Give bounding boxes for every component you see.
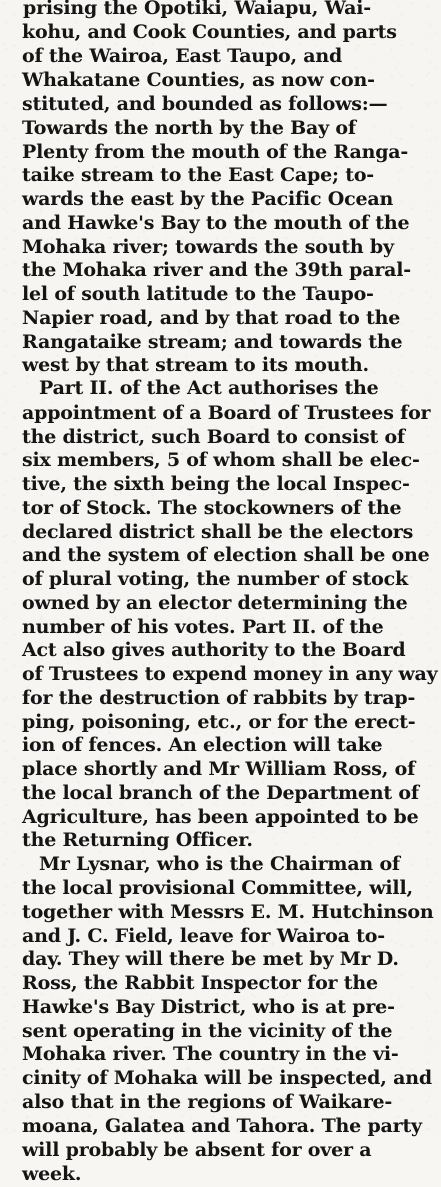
text-line: and J. C. Field, leave for Wairoa to- xyxy=(22,925,385,947)
text-line: Napier road, and by that road to the xyxy=(22,307,401,329)
text-line: wards the east by the Pacific Ocean xyxy=(22,188,394,210)
text-line: Hawke's Bay District, who is at pre- xyxy=(22,996,395,1018)
text-line: day. They will there be met by Mr D. xyxy=(22,948,399,970)
text-line: of Trustees to expend money in any way xyxy=(22,663,438,685)
text-line: prising the Opotiki, Waiapu, Wai- xyxy=(23,0,371,19)
text-line: lel of south latitude to the Taupo- xyxy=(22,283,374,305)
text-line: declared district shall be the electors xyxy=(22,521,414,543)
text-line: number of his votes. Part II. of the xyxy=(22,616,384,638)
text-line: place shortly and Mr William Ross, of xyxy=(22,758,416,780)
text-line: ion of fences. An election will take xyxy=(22,734,383,756)
text-line: the district, such Board to consist of xyxy=(22,426,405,448)
text-line: tive, the sixth being the local Inspec- xyxy=(22,473,410,495)
text-line: for the destruction of rabbits by trap- xyxy=(22,687,416,709)
text-line: the local branch of the Department of xyxy=(22,782,419,804)
text-line: tor of Stock. The stockowners of the xyxy=(22,497,402,519)
text-line: the Mohaka river and the 39th paral- xyxy=(22,259,411,281)
text-line: of the Wairoa, East Taupo, and xyxy=(22,45,343,67)
text-line: ping, poisoning, etc., or for the erect- xyxy=(22,711,416,733)
text-line: sent operating in the vicinity of the xyxy=(22,1020,393,1042)
text-line: Agriculture, has been appointed to be xyxy=(22,806,419,828)
text-line: Whakatane Counties, as now con- xyxy=(22,69,375,91)
text-line: six members, 5 of whom shall be elec- xyxy=(22,449,420,471)
text-line: kohu, and Cook Counties, and parts xyxy=(22,21,397,43)
text-line: stituted, and bounded as follows:— xyxy=(22,93,388,115)
text-line: the local provisional Committee, will, xyxy=(22,877,413,899)
text-line: together with Messrs E. M. Hutchinson xyxy=(22,901,434,923)
text-line: taike stream to the East Cape; to- xyxy=(22,164,374,186)
text-line: Plenty from the mouth of the Ranga- xyxy=(22,141,409,163)
text-line: of plural voting, the number of stock xyxy=(22,568,408,590)
text-line: Rangataike stream; and towards the xyxy=(22,331,403,353)
text-line: the Returning Officer. xyxy=(22,829,253,851)
text-line: Mr Lysnar, who is the Chairman of xyxy=(39,853,400,875)
text-line: appointment of a Board of Trustees for xyxy=(22,402,431,424)
text-line: Ross, the Rabbit Inspector for the xyxy=(22,972,378,994)
text-line: Part II. of the Act authorises the xyxy=(39,377,379,399)
text-line: west by that stream to its mouth. xyxy=(22,354,369,376)
text-line: Act also gives authority to the Board xyxy=(22,639,406,661)
text-line: moana, Galatea and Tahora. The party xyxy=(22,1115,422,1137)
text-line: Mohaka river. The country in the vi- xyxy=(22,1043,399,1065)
text-line: owned by an elector determining the xyxy=(22,592,408,614)
text-line: also that in the regions of Waikare- xyxy=(22,1091,393,1113)
text-line: and the system of election shall be one xyxy=(22,544,430,566)
text-line: Towards the north by the Bay of xyxy=(22,117,356,139)
text-line: Mohaka river; towards the south by xyxy=(22,236,394,258)
text-line: cinity of Mohaka will be inspected, and xyxy=(22,1067,432,1089)
text-line: and Hawke's Bay to the mouth of the xyxy=(22,212,410,234)
text-line: will probably be absent for over a xyxy=(22,1139,372,1161)
text-line: week. xyxy=(22,1163,82,1185)
